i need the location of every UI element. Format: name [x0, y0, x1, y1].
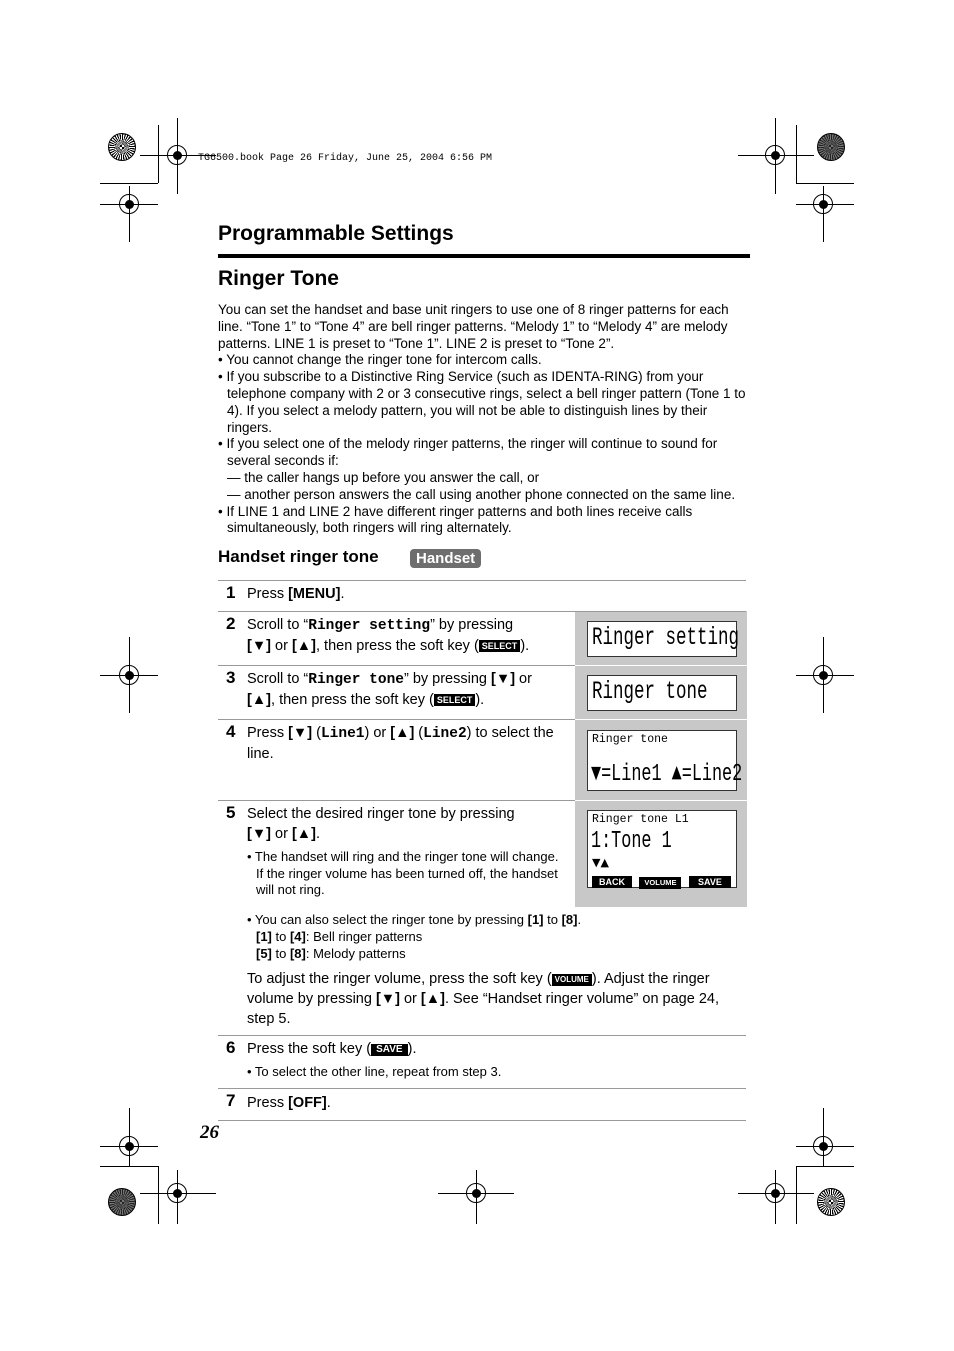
- step-text-part: • You can also select the ringer tone by pressing: [247, 912, 528, 927]
- down-key: [▼]: [247, 826, 272, 842]
- intro-dash-item: — the caller hangs up before you answer the call, or: [227, 469, 540, 485]
- registration-mark-icon: [813, 665, 833, 685]
- up-key: [▲]: [247, 692, 272, 708]
- step-divider: [218, 1120, 746, 1121]
- color-bar-icon: [817, 1188, 845, 1216]
- volume-softkey: VOLUME: [639, 877, 681, 889]
- scroll-arrows-icon: ▼▲: [592, 856, 609, 869]
- step-number: 4: [226, 722, 236, 741]
- step-text-part: or: [271, 638, 292, 654]
- file-info-line: TG6500.book Page 26 Friday, June 25, 2004 6:56 PM: [198, 153, 493, 164]
- step-text-part: .: [315, 826, 321, 842]
- page-title: Ringer Tone: [218, 267, 339, 290]
- select-softkey-icon: SELECT: [479, 640, 521, 652]
- registration-mark-icon: [765, 1183, 785, 1203]
- crop-mark: [158, 125, 159, 183]
- step-text-part: Press: [247, 725, 289, 741]
- page-number: 26: [200, 1122, 219, 1143]
- down-key: [▼]: [491, 671, 516, 687]
- step-6-text: [247, 1039, 416, 1059]
- registration-mark-icon: [167, 1183, 187, 1203]
- step-text-part: ).: [520, 638, 530, 654]
- section-title: Programmable Settings: [218, 222, 454, 245]
- select-softkey-icon: SELECT: [434, 694, 476, 706]
- step-text-part: (: [414, 725, 424, 741]
- step-2-text: [247, 615, 567, 656]
- lcd-line: ▼=Line1 ▲=Line2: [591, 761, 743, 788]
- step-number: 1: [226, 583, 236, 602]
- display-text-code: Line1: [320, 726, 365, 742]
- key-1: [1]: [527, 912, 544, 927]
- step-divider: [218, 580, 746, 581]
- step-number: 2: [226, 614, 236, 633]
- step-text-part: . See “Handset ringer volume” on page 24, step 5.: [247, 991, 719, 1027]
- registration-mark-icon: [119, 1136, 139, 1156]
- color-bar-icon: [108, 1188, 136, 1216]
- step-number: 6: [226, 1038, 236, 1057]
- key-5: [5]: [256, 946, 272, 961]
- handset-badge: Handset: [410, 549, 481, 568]
- back-softkey: BACK: [592, 876, 632, 888]
- key-1: [1]: [256, 929, 272, 944]
- step-text-part: to: [271, 946, 290, 961]
- volume-instructions: [247, 969, 737, 1029]
- save-softkey: SAVE: [689, 876, 731, 888]
- step-number: 7: [226, 1091, 236, 1110]
- step-text-part: To adjust the ringer volume, press the soft key (: [247, 971, 552, 987]
- registration-mark-icon: [765, 145, 785, 165]
- crop-mark: [158, 1166, 159, 1224]
- step-1-text: [247, 584, 344, 604]
- crop-mark: [796, 1166, 854, 1167]
- step-4-text: [247, 723, 572, 764]
- crop-mark: [796, 183, 854, 184]
- step-5-alt-note: [247, 912, 737, 929]
- step-text-part: ) to select the line.: [247, 725, 554, 762]
- melody-patterns-row: [256, 946, 406, 963]
- display-text-code: Ringer setting: [308, 618, 431, 634]
- step-text-part: to: [271, 929, 290, 944]
- down-key: [▼]: [247, 638, 272, 654]
- up-key: [▲]: [291, 826, 316, 842]
- crop-mark: [796, 125, 797, 183]
- step-text-part: Scroll to “: [247, 617, 309, 633]
- step-number: 5: [226, 803, 236, 822]
- registration-mark-icon: [119, 665, 139, 685]
- up-key: [▲]: [291, 638, 316, 654]
- step-text-part: Scroll to “: [247, 671, 309, 687]
- step-3-text: [247, 669, 572, 710]
- step-text-part: (: [312, 725, 321, 741]
- display-text-code: Ringer tone: [308, 672, 404, 688]
- step-7-text: [247, 1093, 331, 1113]
- step-text-part: : Melody patterns: [305, 946, 406, 961]
- down-key: [▼]: [375, 991, 400, 1007]
- intro-bullet: • If LINE 1 and LINE 2 have different ringer patterns and both lines receive calls simultaneously, both ringers will ring alternately.: [218, 503, 693, 536]
- registration-mark-icon: [813, 194, 833, 214]
- step-text-part: : Bell ringer patterns: [305, 929, 423, 944]
- intro-bullet: • If you subscribe to a Distinctive Ring Service (such as IDENTA-RING) from your telephone company with 2 or 3 consecutive rings, select a bell ringer pattern (Tone 1 to 4). If you select a melody pattern, you will not be able to distinguish lines by their ringers.: [218, 369, 746, 435]
- lcd-display: [587, 730, 743, 791]
- subsection-title: Handset ringer tone: [218, 547, 379, 566]
- step-text-part: .: [326, 1095, 331, 1111]
- step-text-part: .: [577, 912, 582, 927]
- down-key: [▼]: [288, 725, 313, 741]
- key-8: [8]: [561, 912, 578, 927]
- intro-dash-item: — another person answers the call using another phone connected on the same line.: [227, 486, 736, 502]
- menu-key: [MENU]: [288, 586, 341, 602]
- step-text-part: ).: [475, 692, 485, 708]
- registration-mark-icon: [119, 194, 139, 214]
- color-bar-icon: [108, 133, 136, 161]
- step-text-part: .: [340, 586, 345, 602]
- step-text-part: ). Adjust the ringer volume by pressing: [247, 971, 710, 1007]
- off-key: [OFF]: [288, 1095, 327, 1111]
- step-5-note: • The handset will ring and the ringer tone will change. If the ringer volume has been turned off, the handset will not ring.: [247, 849, 559, 897]
- panel-divider: [575, 800, 747, 801]
- panel-divider: [575, 665, 747, 666]
- color-bar-icon: [817, 133, 845, 161]
- registration-mark-icon: [167, 145, 187, 165]
- up-key: [▲]: [420, 991, 445, 1007]
- step-6-note: • To select the other line, repeat from step 3.: [247, 1064, 502, 1079]
- intro-bullet: • If you select one of the melody ringer patterns, the ringer will continue to sound for several seconds if:: [218, 436, 718, 469]
- step-text-part: or: [271, 826, 292, 842]
- step-text-part: to: [543, 912, 562, 927]
- step-divider: [218, 1088, 746, 1089]
- registration-mark-icon: [466, 1183, 486, 1203]
- crop-mark: [796, 1166, 797, 1224]
- key-8: [8]: [289, 946, 306, 961]
- intro-bullet: • You cannot change the ringer tone for intercom calls.: [218, 352, 542, 368]
- step-text-part: ” by pressing: [430, 617, 514, 633]
- display-text-code: Line2: [423, 726, 467, 742]
- crop-mark: [100, 1166, 158, 1167]
- lcd-line: Ringer tone L1: [592, 813, 689, 826]
- volume-softkey-icon: VOLUME: [552, 974, 592, 986]
- section-rule: [218, 254, 750, 258]
- softkey-row: [592, 872, 731, 890]
- intro-text: [218, 302, 748, 537]
- panel-divider: [575, 719, 747, 720]
- intro-paragraph: You can set the handset and base unit ringers to use one of 8 ringer patterns for each line. “Tone 1” to “Tone 4” are bell ringer patterns. “Melody 1” to “Melody 4” are melody patterns. LINE 1 is preset to “Tone 1”. LINE 2 is preset to “Tone 2”.: [218, 302, 729, 351]
- lcd-display: [587, 621, 740, 657]
- step-5-text: [247, 804, 567, 844]
- step-text-part: ) or: [364, 725, 391, 741]
- step-text-part: or: [515, 671, 532, 687]
- lcd-line: 1:Tone 1: [591, 828, 672, 855]
- key-4: [4]: [289, 929, 306, 944]
- lcd-display: [587, 810, 737, 888]
- step-number: 3: [226, 668, 236, 687]
- lcd-line: Ringer tone: [592, 733, 668, 746]
- step-text-part: , then press the soft key (: [271, 692, 434, 708]
- step-text-part: Press: [247, 1095, 289, 1111]
- step-divider: [218, 1035, 746, 1036]
- step-text-part: Press: [247, 586, 289, 602]
- step-text-part: ).: [407, 1041, 417, 1057]
- step-text-part: Press the soft key (: [247, 1041, 372, 1057]
- step-text-part: ” by pressing: [403, 671, 492, 687]
- step-text-part: , then press the soft key (: [315, 638, 479, 654]
- step-text-part: Select the desired ringer tone by pressing: [247, 806, 515, 822]
- bell-patterns-row: [256, 929, 422, 946]
- lcd-line: Ringer tone: [592, 677, 708, 706]
- lcd-line: Ringer setting: [592, 623, 740, 652]
- step-divider: [218, 611, 746, 612]
- lcd-display: [587, 675, 737, 711]
- step-text-part: or: [399, 991, 421, 1007]
- up-key: [▲]: [390, 725, 415, 741]
- registration-mark-icon: [813, 1136, 833, 1156]
- crop-mark: [100, 183, 158, 184]
- save-softkey-icon: SAVE: [371, 1044, 408, 1056]
